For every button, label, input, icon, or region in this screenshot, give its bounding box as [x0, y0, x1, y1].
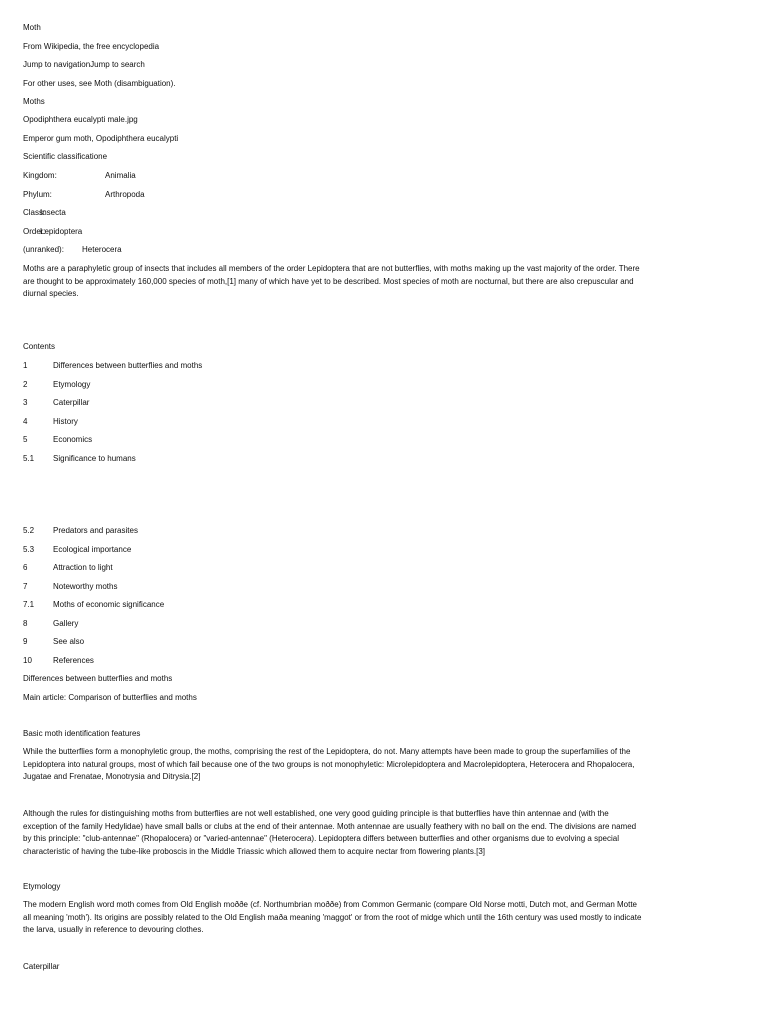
differences-paragraph-1: While the butterflies form a monophyletic group, the moths, comprising the rest of the Lepidoptera, do not. Many attempts have been made to group the superfamilies of the Lepidoptera into natural groups, most of which fail because one of the two groups is not monophyletic: Microlepidoptera and Macrolepidoptera, Heterocera and Rhopalocera, Jugatae and Frenatae, Monotrysia and Ditrysia.[2] [23, 747, 635, 781]
infobox-image-file[interactable]: Opodiphthera eucalypti male.jpg [23, 115, 138, 124]
taxon-row-order [23, 227, 223, 237]
phylum-value[interactable]: Arthropoda [105, 190, 145, 199]
etymology-paragraph: The modern English word moth comes from Old English moððe (cf. Northumbrian moððe) from Common Germanic (compare Old Norse motti, Dutch mot, and German Motte all meaning 'moth'). Its origins are possibly related to the Old English maða meaning 'maggot' or from the root of midge which until the 16th century was used mostly to indicate the larva, usually in reference to devouring clothes. [23, 900, 642, 934]
unranked-value[interactable]: Heterocera [82, 245, 122, 254]
contents-item-title[interactable]: Etymology [53, 380, 91, 389]
unranked-label: (unranked): [23, 245, 64, 254]
contents-item[interactable] [23, 600, 323, 610]
order-label: Order: [23, 227, 46, 236]
taxon-row-unranked [23, 245, 223, 255]
infobox-sci-class: Scientific classificatione [23, 152, 108, 161]
contents-heading: Contents [23, 342, 56, 351]
contents-item-title[interactable]: Caterpillar [53, 398, 90, 407]
class-value[interactable]: Insecta [40, 208, 66, 217]
page-title: Moth [23, 23, 41, 32]
contents-item-number: 10 [23, 656, 32, 665]
contents-item-number: 5 [23, 435, 28, 444]
contents-item-number: 2 [23, 380, 28, 389]
contents-item[interactable] [23, 380, 323, 390]
source-line: From Wikipedia, the free encyclopedia [23, 42, 160, 51]
contents-item-title[interactable]: Attraction to light [53, 563, 113, 572]
contents-item-title[interactable]: Predators and parasites [53, 526, 138, 535]
contents-item-number: 4 [23, 417, 28, 426]
taxon-row-class [23, 208, 223, 218]
contents-item[interactable] [23, 656, 323, 666]
contents-item[interactable] [23, 454, 323, 464]
contents-item-number: 7 [23, 582, 28, 591]
kingdom-label: Kingdom: [23, 171, 57, 180]
contents-item-title[interactable]: See also [53, 637, 85, 646]
contents-item-title[interactable]: Gallery [53, 619, 79, 628]
contents-item[interactable] [23, 398, 323, 408]
main-article-note[interactable]: Main article: Comparison of butterflies and moths [23, 693, 197, 702]
contents-item-number: 8 [23, 619, 28, 628]
contents-item[interactable] [23, 637, 323, 647]
contents-item[interactable] [23, 545, 323, 555]
contents-item-number: 5.3 [23, 545, 35, 554]
contents-item-title[interactable]: Differences between butterflies and moths [53, 361, 203, 370]
contents-item-number: 6 [23, 563, 28, 572]
contents-item[interactable] [23, 582, 323, 592]
contents-item[interactable] [23, 563, 323, 573]
contents-item-number: 5.1 [23, 454, 35, 463]
contents-item[interactable] [23, 619, 323, 629]
differences-heading: Differences between butterflies and moths [23, 674, 173, 683]
contents-item-number: 5.2 [23, 526, 35, 535]
contents-item-title[interactable]: History [53, 417, 78, 426]
contents-item-number: 7.1 [23, 600, 35, 609]
contents-item[interactable] [23, 435, 323, 445]
contents-item[interactable] [23, 417, 323, 427]
contents-item-title[interactable]: Ecological importance [53, 545, 132, 554]
phylum-label: Phylum: [23, 190, 52, 199]
contents-item-number: 1 [23, 361, 28, 370]
contents-item-number: 9 [23, 637, 28, 646]
contents-item-title[interactable]: Moths of economic significance [53, 600, 165, 609]
kingdom-value[interactable]: Animalia [105, 171, 136, 180]
caterpillar-heading: Caterpillar [23, 962, 60, 971]
order-value[interactable]: Lepidoptera [40, 227, 83, 236]
jump-links[interactable]: Jump to navigationJump to search [23, 60, 145, 69]
contents-item-title[interactable]: Significance to humans [53, 454, 136, 463]
taxon-row-phylum [23, 190, 223, 200]
other-uses-note[interactable]: For other uses, see Moth (disambiguation). [23, 79, 176, 88]
contents-item-title[interactable]: References [53, 656, 94, 665]
basic-id-heading: Basic moth identification features [23, 729, 141, 738]
taxon-row-kingdom [23, 171, 223, 181]
contents-item[interactable] [23, 361, 323, 371]
contents-item-title[interactable]: Noteworthy moths [53, 582, 118, 591]
infobox-caption: Emperor gum moth, Opodiphthera eucalypti [23, 134, 179, 143]
etymology-heading: Etymology [23, 882, 61, 891]
differences-paragraph-2: Although the rules for distinguishing moths from butterflies are not well established, one very good guiding principle is that butterflies have thin antennae and (with the exception of the family Hedylidae) have small balls or clubs at the end of their antennae. Moth antennae are usually feathery with no ball on the end. The divisions are named by this principle: "club-antennae" (Rhopalocera) or "varied-antennae" (Heterocera). Lepidoptera differs between butterflies and other organisms due to evolving a special characteristic of having the tube-like proboscis in the Middle Triassic which allowed them to acquire nectar from flowering plants.[3] [23, 809, 637, 856]
contents-item[interactable] [23, 526, 323, 536]
intro-paragraph: Moths are a paraphyletic group of insects that includes all members of the order Lepidoptera that are not butterflies, with moths making up the vast majority of the order. There are thought to be approximately 160,000 species of moth,[1] many of which have yet to be described. Most species of moth are nocturnal, but there are also crepuscular and diurnal species. [23, 264, 640, 298]
contents-item-number: 3 [23, 398, 28, 407]
infobox-name: Moths [23, 97, 45, 106]
contents-item-title[interactable]: Economics [53, 435, 93, 444]
class-label: Class: [23, 208, 46, 217]
